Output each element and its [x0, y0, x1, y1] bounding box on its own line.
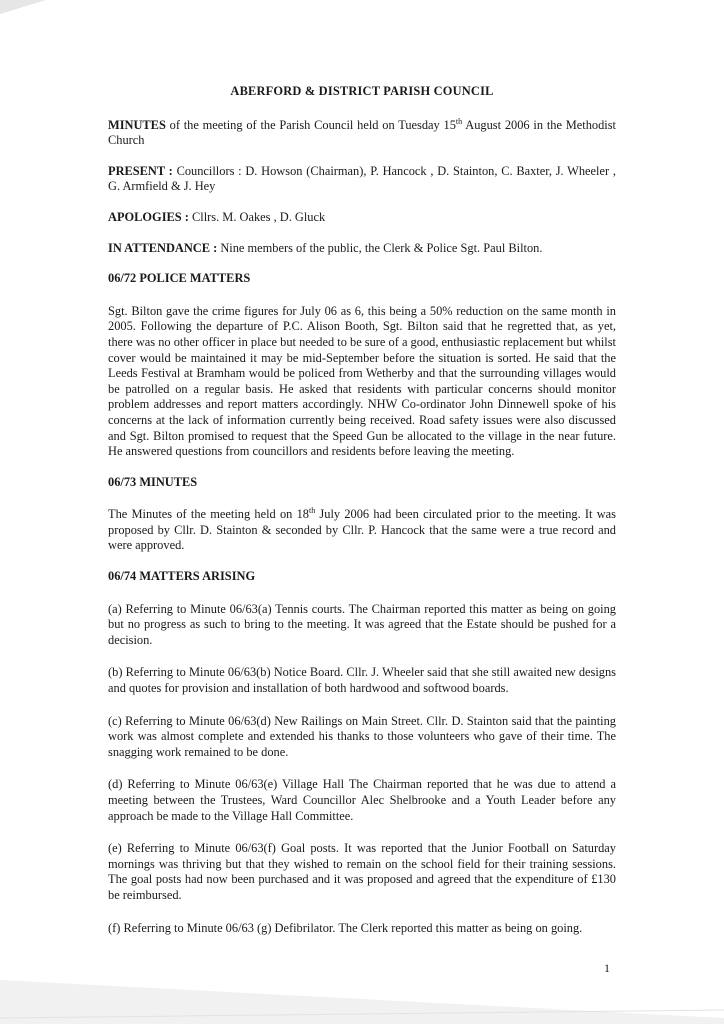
document-title: ABERFORD & DISTRICT PARISH COUNCIL	[230, 84, 494, 98]
minutes-text-b: August 2006 in the Methodist Church	[108, 117, 616, 148]
minutes-approval-sup: th	[308, 506, 316, 516]
apologies-line	[108, 210, 616, 226]
apologies-label: APOLOGIES :	[108, 209, 189, 224]
attendance-text: Nine members of the public, the Clerk & Police Sgt. Paul Bilton.	[217, 240, 543, 255]
matters-item-f: (f) Referring to Minute 06/63 (g) Defibrilator. The Clerk reported this matter as being on going.	[108, 920, 583, 935]
minutes-approval-a: The Minutes of the meeting held on 18	[108, 507, 309, 522]
matters-arising-heading: 06/74 MATTERS ARISING	[108, 569, 256, 584]
minutes-approval-b: July 2006 had been circulated prior to the meeting. It was proposed by Cllr. D. Stainton & seconded by Cllr. P. Hancock that the same were a true record and were approved.	[108, 507, 616, 553]
minutes-approval-text	[108, 507, 616, 554]
matters-item-e: (e) Referring to Minute 06/63(f) Goal posts. It was reported that the Junior Football on Saturday mornings was thriving but that they wished to remain on the school field for their training sessions. The goal posts had now been purchased and it was proposed and agreed that the expenditure of £130 be reimbursed.	[108, 841, 616, 902]
minutes-text-a: of the meeting of the Parish Council held on Tuesday 15	[165, 117, 456, 132]
attendance-label: IN ATTENDANCE :	[108, 240, 218, 255]
minutes-intro	[108, 118, 616, 149]
matters-item-a: (a) Referring to Minute 06/63(a) Tennis courts. The Chairman reported this matter as being on going but no progress as such to bring to the meeting. It was agreed that the Estate should be pushed for a decision.	[108, 601, 616, 647]
apologies-text: Cllrs. M. Oakes , D. Gluck	[188, 209, 326, 224]
minutes-sup: th	[455, 116, 463, 126]
police-text: Sgt. Bilton gave the crime figures for July 06 as 6, this being a 50% reduction on the same month in 2005. Following the departure of P.C. Alison Booth, Sgt. Bilton said that he regretted that, as yet, there was no other officer in place but needed to be sure of a good, enthusiastic replacement but whilst cover would be maintained it may be mid-September before the situation is sorted. He said that the Leeds Festival at Bramham would be policed from Wetherby and that the surrounding villages would be patrolled on a regular basis. He asked that residents with particular concerns should monitor problem addresses and report matters accordingly. NHW Co-ordinator John Dinnewell spoke of his concerns at the lack of information currently being received. Road safety issues were also discussed and Sgt. Bilton promised to request that the Speed Gun be allocated to the village in the near future. He answered questions from councillors and residents before leaving the meeting.	[108, 303, 616, 459]
present-text: Councillors : D. Howson (Chairman), P. Hancock , D. Stainton, C. Baxter, J. Wheeler , G. Armfield & J. Hey	[108, 163, 616, 194]
present-line	[108, 164, 616, 195]
attendance-line	[108, 241, 616, 257]
matters-item-c: (c) Referring to Minute 06/63(d) New Railings on Main Street. Cllr. D. Stainton said that the painting work was almost complete and extended his thanks to those volunteers who gave of their time. The snagging work remained to be done.	[108, 713, 616, 759]
minutes-label: MINUTES	[108, 117, 166, 132]
matters-item-b: (b) Referring to Minute 06/63(b) Notice Board. Cllr. J. Wheeler said that she still awaited new designs and quotes for provision and installation of both hardwood and softwood boards.	[108, 665, 616, 696]
matters-item-d: (d) Referring to Minute 06/63(e) Village Hall The Chairman reported that he was due to attend a meeting between the Trustees, Ward Councillor Alec Shelbrooke and a Youth Leader before any approach be made to the Village Hall Committee.	[108, 777, 616, 823]
page-number: 1	[604, 961, 610, 975]
present-label: PRESENT :	[108, 163, 173, 178]
minutes-heading: 06/73 MINUTES	[108, 474, 198, 489]
minutes-document	[108, 84, 616, 953]
police-heading: 06/72 POLICE MATTERS	[108, 271, 251, 286]
